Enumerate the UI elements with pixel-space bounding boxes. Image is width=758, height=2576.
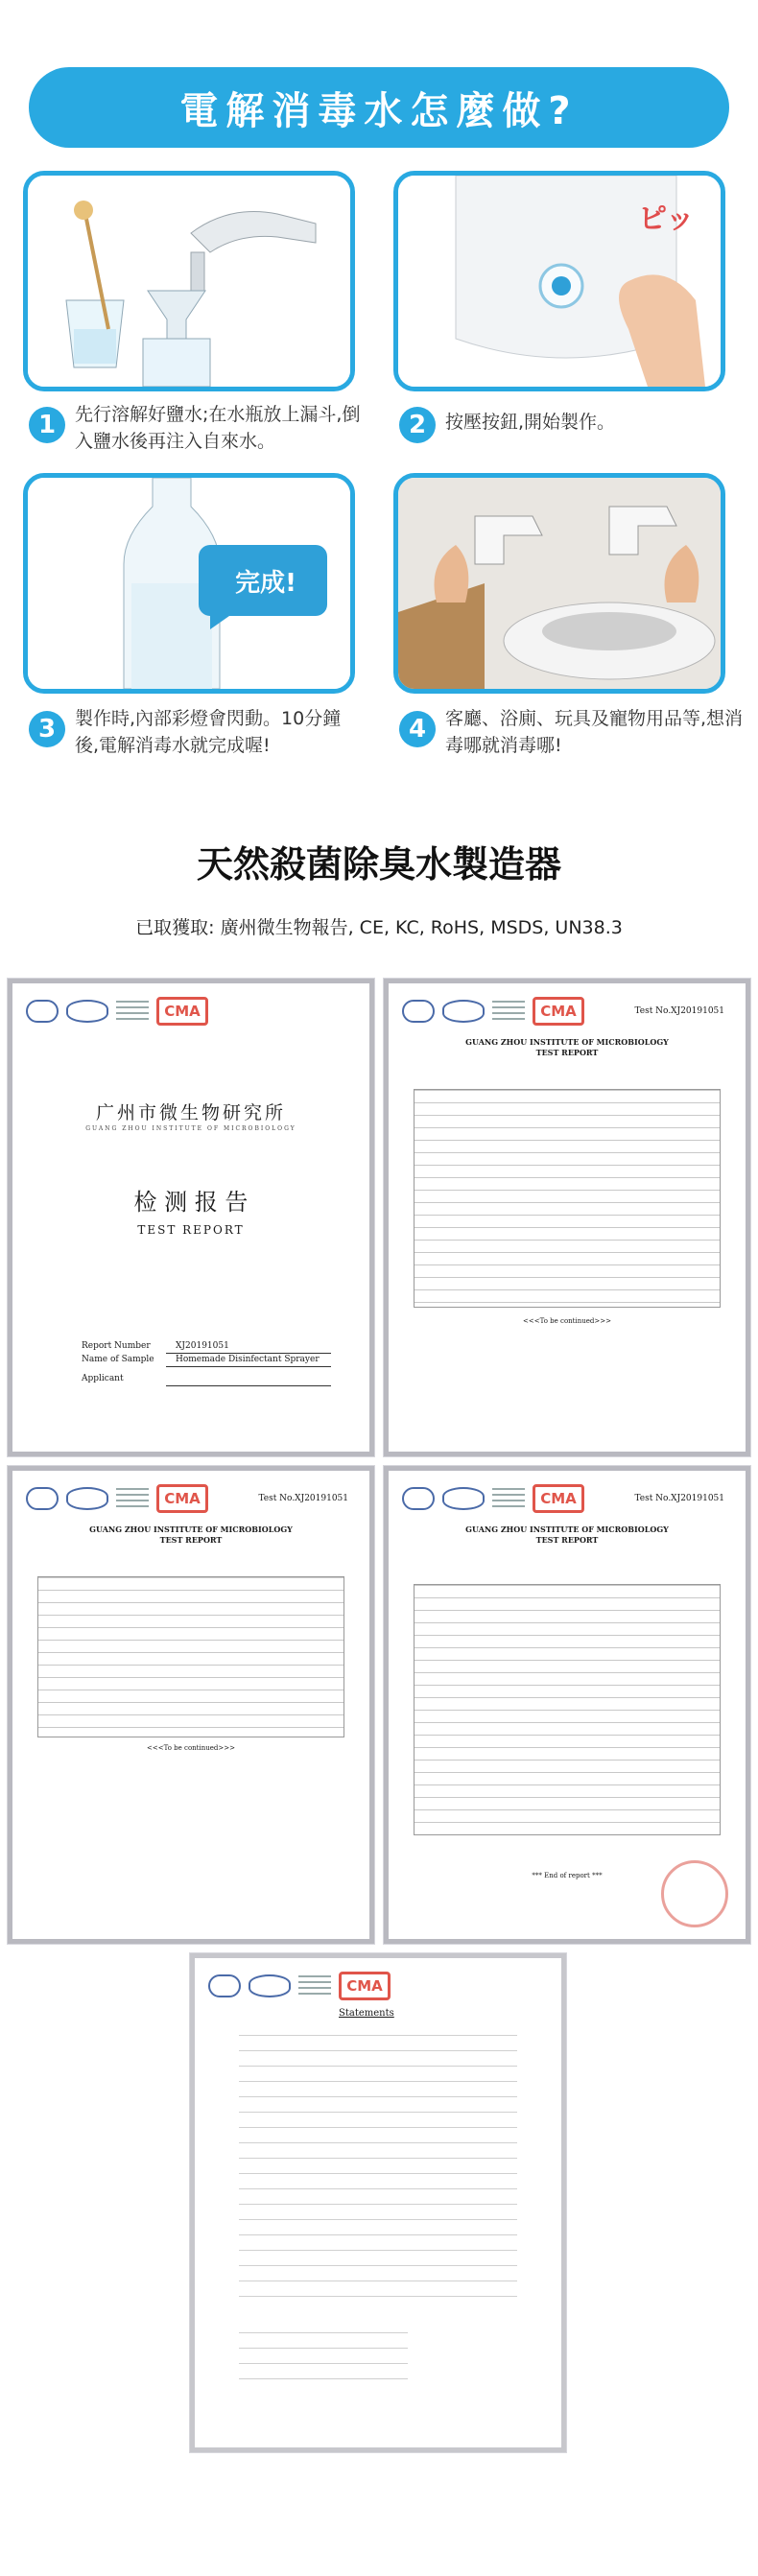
statements-heading: Statements [339,2008,394,2019]
step-number-badge: 4 [399,711,436,747]
cnas-logo-icon [442,1000,485,1023]
report-cover-page [8,979,374,1456]
cma-logo-icon: CMA [339,1972,391,2000]
field-value [166,1373,331,1386]
report-number: Test No.XJ20191051 [634,1006,724,1016]
field-label: Applicant [82,1374,124,1383]
report-logos [26,997,208,1026]
report-number: Test No.XJ20191051 [258,1494,348,1503]
step-number-badge: 1 [29,407,65,443]
report-logos [402,997,584,1026]
report-heading: TEST REPORT [159,1535,223,1545]
institute-name: GUANG ZHOU INSTITUTE OF MICROBIOLOGY [89,1524,293,1534]
report-table [414,1584,721,1835]
report-field-row [82,1340,331,1354]
report-title-en: TEST REPORT [137,1223,245,1237]
field-value: Homemade Disinfectant Sprayer [166,1354,331,1367]
report-number: Test No.XJ20191051 [634,1494,724,1503]
ilac-logo-icon [26,1000,59,1023]
end-of-report-note: *** End of report *** [532,1872,603,1879]
institute-name-cn: 广州市微生物研究所 [95,1102,286,1123]
ilac-logo-icon [26,1487,59,1510]
report-heading: TEST REPORT [535,1048,599,1057]
accreditation-text-icon [492,1488,525,1509]
continued-note: <<<To be continued>>> [523,1317,611,1325]
report-page-4 [384,1466,750,1944]
cma-logo-icon: CMA [156,1484,208,1513]
report-title-cn: 检 测 报 告 [133,1189,249,1216]
report-statements-page [190,1953,566,2452]
ilac-logo-icon [208,1974,241,1997]
complete-bubble-text: 完成! [235,569,296,598]
step-1-illustration [23,171,355,391]
step-1 [29,401,363,455]
step-2-text: 按壓按鈕,開始製作。 [445,412,616,433]
ilac-logo-icon [402,1000,435,1023]
accreditation-text-icon [492,1001,525,1022]
step-3 [29,705,363,759]
cnas-logo-icon [442,1487,485,1510]
accreditation-text-icon [116,1001,149,1022]
step-4-text: 客廳、浴廁、玩具及寵物用品等,想消毒哪就消毒哪! [445,708,744,756]
report-field-row [82,1373,331,1386]
step-3-text: 製作時,內部彩燈會閃動。10分鐘後,電解消毒水就完成喔! [75,708,342,756]
step-3-illustration [23,473,355,694]
accreditation-text-icon [116,1488,149,1509]
accreditation-text-icon [298,1975,331,1997]
institute-name: GUANG ZHOU INSTITUTE OF MICROBIOLOGY [465,1524,669,1534]
report-page-2 [384,979,750,1456]
ilac-logo-icon [402,1487,435,1510]
certifications-text: 已取獲取: 廣州微生物報告, CE, KC, RoHS, MSDS, UN38.3 [135,917,623,938]
salt-water-illustration [28,176,350,387]
sound-effect-text: ピッ [638,202,695,236]
institute-name-en: GUANG ZHOU INSTITUTE OF MICROBIOLOGY [85,1125,296,1132]
bottle-complete-illustration [28,478,350,689]
step-number-badge: 2 [399,407,436,443]
institute-name: GUANG ZHOU INSTITUTE OF MICROBIOLOGY [465,1037,669,1047]
step-1-text: 先行溶解好鹽水;在水瓶放上漏斗,倒入鹽水後再注入自來水。 [75,404,361,452]
continued-note: <<<To be continued>>> [147,1744,235,1752]
step-4 [399,705,752,759]
step-4-illustration [393,473,725,694]
field-label: Report Number [82,1341,151,1351]
report-heading: TEST REPORT [535,1535,599,1545]
field-label: Name of Sample [82,1355,154,1364]
cma-logo-icon: CMA [533,997,584,1026]
report-logos [26,1484,208,1513]
cma-logo-icon: CMA [533,1484,584,1513]
report-table [414,1089,721,1308]
cnas-logo-icon [66,1000,108,1023]
report-logos [208,1972,391,2000]
report-logos [402,1484,584,1513]
cnas-logo-icon [249,1974,291,1997]
step-2-illustration [393,171,725,391]
section-banner: 電解消毒水怎麼做? [29,67,729,148]
statements-text-block [239,2035,517,2304]
report-table [37,1576,344,1737]
press-button-illustration [398,176,721,387]
report-fields [82,1340,331,1386]
product-title: 天然殺菌除臭水製造器 [196,843,561,886]
field-value: XJ20191051 [166,1340,331,1354]
step-2 [399,401,733,443]
institute-address-block [239,2332,408,2390]
cma-logo-icon: CMA [156,997,208,1026]
cnas-logo-icon [66,1487,108,1510]
report-page-3 [8,1466,374,1944]
report-field-row [82,1354,331,1367]
official-seal-icon [661,1860,728,1927]
spray-illustration [398,478,721,689]
step-number-badge: 3 [29,711,65,747]
